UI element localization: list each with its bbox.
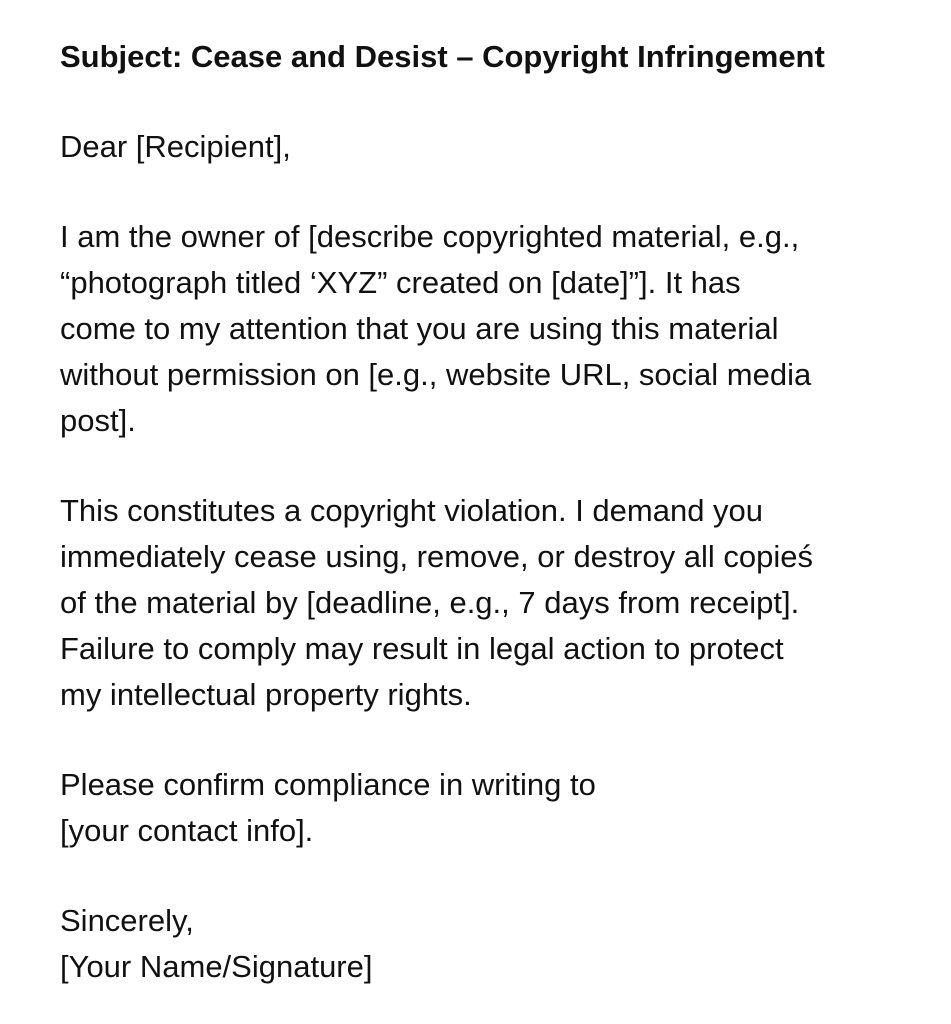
spacer: [60, 444, 920, 488]
paragraph-line: immediately cease using, remove, or destroy all copieś: [60, 539, 813, 574]
letter-document: [60, 34, 920, 990]
paragraph-line: Failure to comply may result in legal action to protect: [60, 631, 784, 666]
spacer: [60, 854, 920, 898]
paragraph-line: I am the owner of [describe copyrighted material, e.g.,: [60, 219, 800, 254]
paragraph-line: Please confirm compliance in writing to: [60, 767, 596, 802]
paragraph-confirmation: [60, 762, 920, 854]
paragraph-line: of the material by [deadline, e.g., 7 days from receipt].: [60, 585, 800, 620]
paragraph-line: my intellectual property rights.: [60, 677, 472, 712]
paragraph-line: This constitutes a copyright violation. I demand you: [60, 493, 764, 528]
closing: Sincerely,: [60, 903, 194, 938]
spacer: [60, 718, 920, 762]
paragraph-demand: [60, 488, 920, 718]
paragraph-line: [your contact info].: [60, 813, 314, 848]
paragraph-line: “photograph titled ‘XYZ” created on [date]”]. It has: [60, 265, 741, 300]
spacer: [60, 170, 920, 214]
signature: [Your Name/Signature]: [60, 949, 373, 984]
paragraph-ownership: [60, 214, 920, 444]
paragraph-line: post].: [60, 403, 136, 438]
spacer: [60, 80, 920, 124]
greeting: Dear [Recipient],: [60, 129, 291, 164]
subject-line: Subject: Cease and Desist – Copyright Infringement: [60, 39, 825, 74]
paragraph-line: come to my attention that you are using this material: [60, 311, 779, 346]
paragraph-line: without permission on [e.g., website URL, social media: [60, 357, 812, 392]
